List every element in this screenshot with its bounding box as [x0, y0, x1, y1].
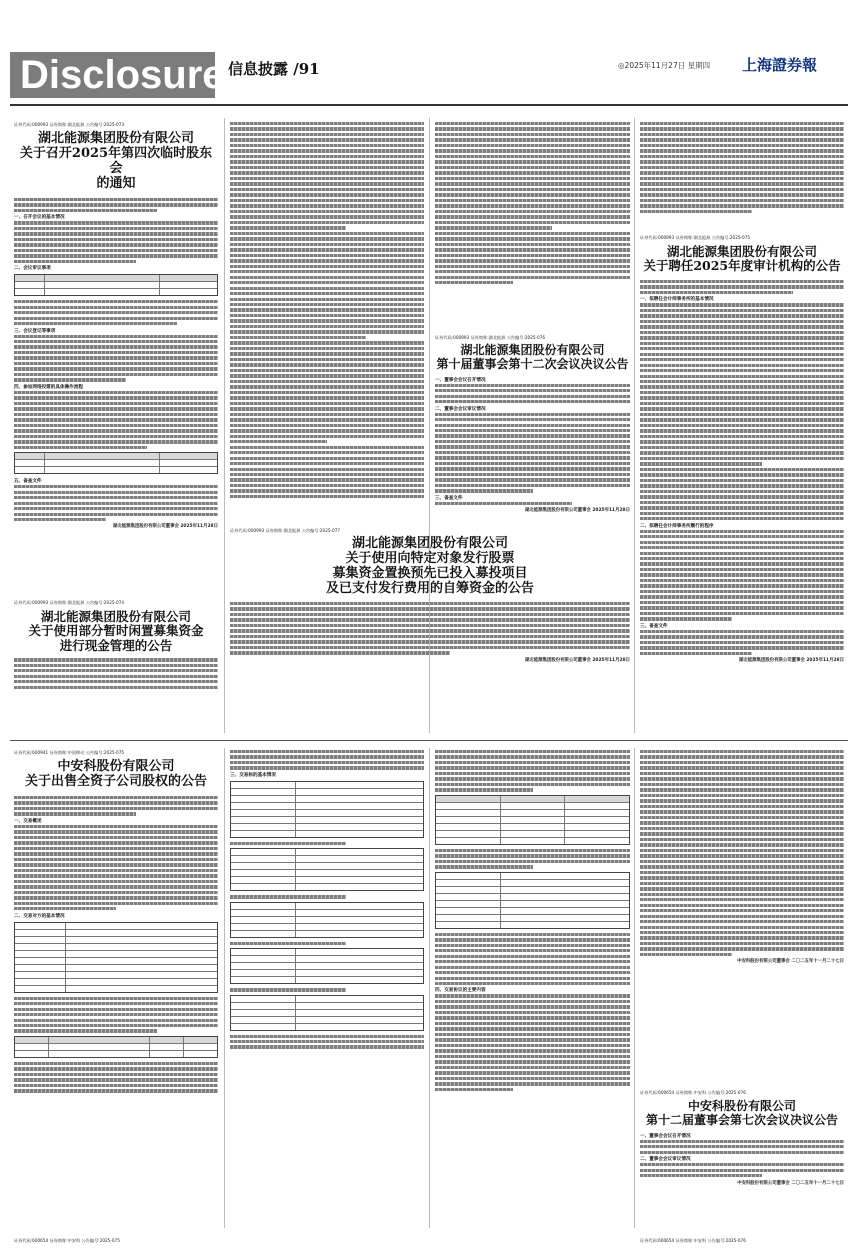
target-info-table	[230, 781, 424, 838]
article-codes: 证券代码:000993 证券简称:湖北能源 公告编号:2025-074	[14, 600, 125, 605]
masthead-rule	[10, 104, 848, 106]
article-codes: 证券代码:000993 证券简称:湖北能源 公告编号:2025-075	[640, 235, 751, 240]
column-divider	[224, 748, 225, 1228]
valuation-table	[435, 872, 630, 929]
section-heading: 二、会议审议事项	[14, 266, 51, 272]
article-body	[640, 122, 844, 213]
subsidiary-table	[230, 995, 424, 1031]
article-continuation	[435, 122, 630, 332]
article-body	[230, 122, 424, 498]
column-divider	[634, 118, 635, 733]
article-title: 湖北能源集团股份有限公司 关于使用部分暂时闲置募集资金 进行现金管理的公告	[28, 609, 204, 653]
article-body	[435, 377, 630, 506]
section-heading: 一、董事会会议召开情况	[435, 377, 486, 383]
article-codes: 证券代码:000993 证券简称:湖北能源 公告编号:2025-076	[435, 335, 546, 340]
article-codes: 证券代码:600941 证券简称:中国移动 公告编号:2025-075	[14, 750, 125, 755]
article-equity-sale-tables	[230, 750, 424, 1228]
section-heading: 四、交易协议的主要内容	[435, 988, 486, 994]
article-title: 湖北能源集团股份有限公司 第十届董事会第十二次会议决议公告	[436, 343, 629, 371]
article-body	[435, 750, 630, 1091]
article-body	[435, 122, 630, 284]
article-board-resolution	[435, 335, 630, 523]
footer-codes: 证券代码:600654 证券简称:中安科 公告编号:2025-076	[640, 1238, 746, 1243]
article-signature: 湖北能源集团股份有限公司董事会 2025年11月28日	[524, 657, 630, 663]
section-heading: 二、董事会会议审议情况	[640, 1157, 691, 1163]
article-audit-firm	[640, 235, 844, 734]
article-body	[640, 750, 844, 956]
subsidiary-table	[230, 902, 424, 938]
section-rule	[10, 740, 848, 741]
article-shareholder-meeting-notice	[14, 122, 218, 592]
newspaper-brand: 上海證券報	[742, 56, 818, 74]
article-title: 湖北能源集团股份有限公司 关于召开2025年第四次临时股东会 的通知	[19, 131, 213, 191]
article-signature: 中安科股份有限公司董事会 二〇二五年十一月二十七日	[737, 959, 844, 965]
section-heading: 四、参加网络投票的具体操作流程	[14, 384, 83, 390]
equity-table	[14, 1036, 218, 1058]
section-heading: 二、交易对方的基本情况	[14, 913, 65, 919]
article-board-resolution-zak	[640, 1090, 844, 1228]
article-codes: 证券代码:000993 证券简称:湖北能源 公告编号:2025-077	[230, 528, 341, 533]
subsidiary-table	[230, 948, 424, 984]
article-title: 中安科股份有限公司 关于出售全资子公司股权的公告	[24, 759, 207, 789]
section-heading: 二、拟聘任会计师事务所履行的程序	[640, 523, 714, 529]
section-heading: 三、会议登记等事项	[14, 328, 56, 334]
counterparty-table	[14, 922, 218, 993]
article-equity-sale-end	[640, 750, 844, 1012]
voting-table	[14, 452, 218, 474]
section-heading: 二、董事会会议审议情况	[435, 406, 486, 412]
article-signature: 湖北能源集团股份有限公司董事会 2025年11月28日	[112, 524, 218, 530]
section-heading: 五、备查文件	[14, 479, 42, 485]
section-title: 信息披露 /91	[228, 60, 320, 78]
article-signature: 湖北能源集团股份有限公司董事会 2025年11月28日	[524, 508, 630, 514]
subsidiary-table	[230, 848, 424, 891]
article-body	[230, 750, 424, 1049]
issue-date: ◎2025年11月27日 星期四	[618, 61, 711, 70]
article-title: 湖北能源集团股份有限公司 关于聘任2025年度审计机构的公告	[643, 244, 841, 274]
column-divider	[634, 748, 635, 1228]
article-equity-sale	[14, 750, 218, 1228]
article-title: 中安科股份有限公司 第十二届董事会第七次会议决议公告	[645, 1099, 838, 1127]
article-body	[14, 198, 218, 522]
section-heading: 一、召开会议的基本情况	[14, 215, 65, 221]
section-heading: 三、交易标的基本情况	[230, 772, 276, 778]
article-continuation	[230, 122, 424, 522]
article-body	[230, 602, 630, 655]
article-fund-replacement	[230, 528, 630, 734]
section-heading: 一、董事会会议召开情况	[640, 1133, 691, 1139]
article-codes: 证券代码:000993 证券简称:湖北能源 公告编号:2025-073	[14, 122, 125, 127]
proposal-table	[14, 274, 218, 296]
section-heading: 一、交易概述	[14, 818, 42, 824]
column-divider	[224, 118, 225, 733]
article-signature: 湖北能源集团股份有限公司董事会 2025年11月28日	[738, 658, 844, 664]
article-signature: 中安科股份有限公司董事会 二〇二五年十一月二十七日	[737, 1180, 844, 1186]
article-codes: 证券代码:600654 证券简称:中安科 公告编号:2025-076	[640, 1090, 746, 1095]
article-equity-sale-continued	[435, 750, 630, 1228]
article-title: 湖北能源集团股份有限公司 关于使用向特定对象发行股票 募集资金置换预先已投入募投项目 及已支付发行费用的自筹资金的公告	[325, 536, 534, 596]
article-body	[14, 658, 218, 689]
section-heading: 三、备查文件	[640, 623, 668, 629]
column-divider	[429, 748, 430, 1228]
financial-table	[435, 795, 630, 845]
footer-codes: 证券代码:600654 证券简称:中安科 公告编号:2025-075	[14, 1238, 120, 1243]
article-body	[640, 1133, 844, 1178]
article-body	[640, 280, 844, 655]
article-idle-funds-management	[14, 600, 218, 734]
article-body	[14, 796, 218, 1093]
section-heading: 一、拟聘任会计师事务所的基本情况	[640, 297, 714, 303]
section-logo: Disclosure	[10, 52, 215, 98]
masthead	[0, 0, 857, 100]
article-continuation	[640, 122, 844, 232]
section-heading: 三、备查文件	[435, 495, 463, 501]
